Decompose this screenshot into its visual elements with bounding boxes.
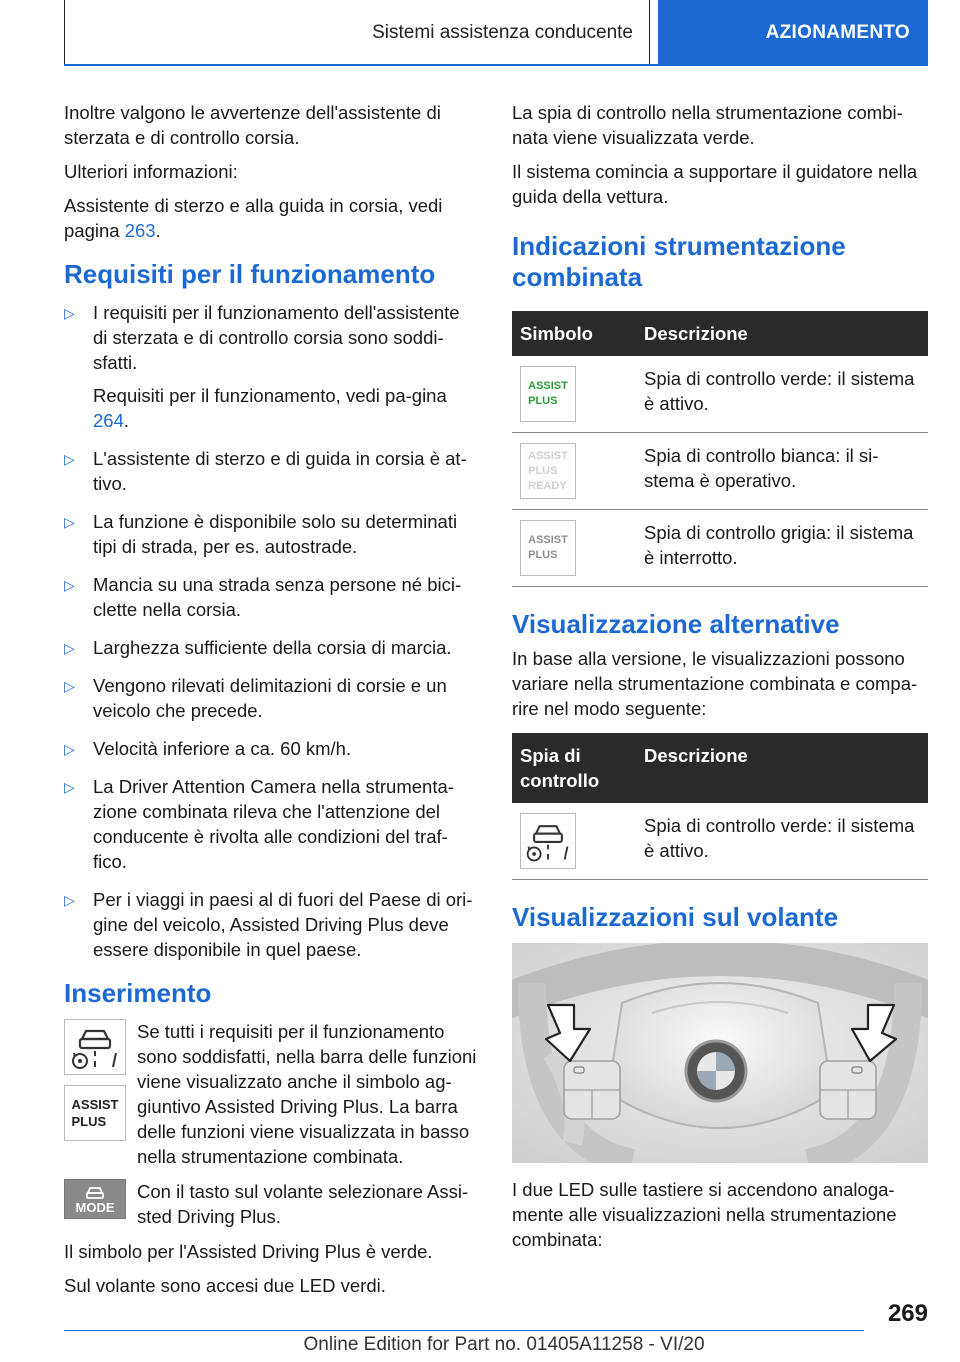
more-info-label: Ulteriori informazioni: [64,161,238,182]
wheel-heading: Visualizzazioni sul volante [512,902,839,932]
table-header-cell: Descrizione [636,733,928,803]
green-symbol-text: Il simbolo per l'Assisted Driving Plus è verde. [64,1241,433,1262]
footer-edition: Online Edition for Part no. 01405A11258 - VI/20 [303,1334,705,1355]
assist-label: ASSIST [71,1097,119,1112]
triangle-bullet-icon: ▷ [64,678,75,694]
table-row [512,803,928,880]
symbol-cell [512,356,636,433]
triangle-bullet-icon: ▷ [64,514,75,530]
activation-block [64,1019,478,1169]
symbol-cell [512,803,636,880]
mode-block [64,1179,478,1229]
mode-label: MODE [75,1199,115,1215]
list-item-text: Per i viaggi in paesi al di fuori del Paese di ori-gine del veicolo, Assisted Driving Plus deve essere disponibile in quel paese. [93,889,473,960]
intro-paragraph: Inoltre valgono le avvertenze dell'assistente di sterzata e di controllo corsia. [64,102,441,148]
header-rule [64,64,928,66]
plus-label: PLUS [71,1114,107,1129]
list-item-text: La Driver Attention Camera nella strumenta-zione combinata rileva che l'attenzione del conducente è rivolta alle condizioni del traf-fico. [93,776,454,872]
header-section [64,0,650,66]
header-chapter [658,0,928,66]
activation-heading: Inserimento [64,978,212,1008]
table-row [512,356,928,433]
reference-paragraph: Assistente di sterzo e alla guida in corsia, vedi pagina 263. [64,195,443,241]
description-cell: Spia di controllo grigia: il sistema è interrotto. [636,510,928,587]
triangle-bullet-icon: ▷ [64,640,75,656]
list-item-text: Mancia su una strada senza persone né bici-clette nella corsia. [93,574,462,620]
list-item [64,300,478,433]
table-header-cell: Descrizione [636,311,928,356]
wheel-caption: I due LED sulle tastiere si accendono analoga-mente alle visualizzazioni nella strumentazione combinata: [512,1179,897,1250]
list-item [64,635,478,660]
table-row [512,510,928,587]
symbol-table [512,311,928,587]
alternative-heading: Visualizzazione alternative [512,609,840,639]
page-number: 269 [887,1300,928,1327]
right-column [512,100,928,1261]
icon-line: READY [528,479,567,492]
list-item-text: Vengono rilevati delimitazioni di corsie e un veicolo che precede. [93,675,447,721]
table-header-row [512,733,928,803]
assist-plus-ready-white-icon [520,443,576,499]
list-item [64,673,478,723]
description-cell: Spia di controllo verde: il sistema è attivo. [636,356,928,433]
table-header-cell: Spia di controllo [512,733,636,803]
requirements-heading: Requisiti per il funzionamento [64,259,436,289]
steering-assist-green-icon [520,813,576,869]
alternative-table [512,733,928,880]
assist-plus-green-icon [520,366,576,422]
table-row [512,433,928,510]
icon-line: ASSIST [528,449,568,462]
mode-text: Con il tasto sul volante selezionare Assi-sted Driving Plus. [137,1181,469,1227]
list-item [64,509,478,559]
assist-plus-grey-icon [520,520,576,576]
list-item-text: Larghezza sufficiente della corsia di marcia. [93,637,452,658]
list-item-text: I requisiti per il funzionamento dell'assistente di sterzata e di controllo corsia sono soddi-sfatti. [93,302,460,373]
list-item-text: Velocità inferiore a ca. 60 km/h. [93,738,352,759]
list-item-text: La funzione è disponibile solo su determinati tipi di strada, per es. autostrade. [93,511,458,557]
triangle-bullet-icon: ▷ [64,305,75,321]
table-header-cell: Simbolo [512,311,636,356]
triangle-bullet-icon: ▷ [64,741,75,757]
left-column [64,100,478,1307]
list-item [64,572,478,622]
reference-text: Assistente di sterzo e alla guida in corsia, vedi pagina [64,195,443,241]
triangle-bullet-icon: ▷ [64,577,75,593]
table-header-row [512,311,928,356]
list-item [64,887,478,962]
mode-button-icon [64,1179,126,1219]
symbol-cell [512,510,636,587]
sub-reference: Requisiti per il funzionamento, vedi pa-gina 264. [93,385,447,431]
icon-line: ASSIST [528,380,568,392]
header-chapter-title: AZIONAMENTO [765,22,910,43]
triangle-bullet-icon: ▷ [64,779,75,795]
led-text: Sul volante sono accesi due LED verdi. [64,1275,386,1296]
icon-line: PLUS [528,464,558,477]
list-item-text: L'assistente di sterzo e di guida in corsia è at-tivo. [93,448,467,494]
steering-wheel-image [512,943,928,1163]
mode-icon-col [64,1179,126,1229]
activation-text: Se tutti i requisiti per il funzionamento sono soddisfatti, nella barra delle funzioni viene visualizzato anche il simbolo ag-giuntivo Assisted Driving Plus. La barra delle funzioni viene visualizzata in basso nella strumentazione combinata. [137,1021,477,1167]
list-item [64,736,478,761]
list-item [64,774,478,874]
instrument-heading: Indicazioni strumentazione combinata [512,231,846,292]
support-text: Il sistema comincia a supportare il guidatore nella guida della vettura. [512,161,918,207]
page-link-264[interactable]: 264 [93,410,124,431]
icon-line: PLUS [528,549,558,561]
symbol-cell [512,433,636,510]
sub-reference-text: Requisiti per il funzionamento, vedi pa-gina [93,385,447,406]
activation-icons [64,1019,126,1169]
triangle-bullet-icon: ▷ [64,451,75,467]
alternative-text: In base alla versione, le visualizzazioni possono variare nella strumentazione combinata e compa-rire nel modo seguente: [512,648,918,719]
page-link-263[interactable]: 263 [124,220,156,241]
list-item [64,446,478,496]
description-cell: Spia di controllo bianca: il si-stema è operativo. [636,433,928,510]
footer-rule [64,1330,864,1331]
description-cell: Spia di controllo verde: il sistema è attivo. [636,803,928,880]
indicator-green-text: La spia di controllo nella strumentazione combi-nata viene visualizzata verde. [512,102,903,148]
steering-assist-icon [64,1019,126,1075]
requirements-list [64,300,478,962]
icon-line: ASSIST [528,534,568,546]
triangle-bullet-icon: ▷ [64,892,75,908]
assist-plus-icon [64,1085,126,1141]
header-section-title: Sistemi assistenza conducente [372,22,633,43]
icon-line: PLUS [528,395,558,407]
